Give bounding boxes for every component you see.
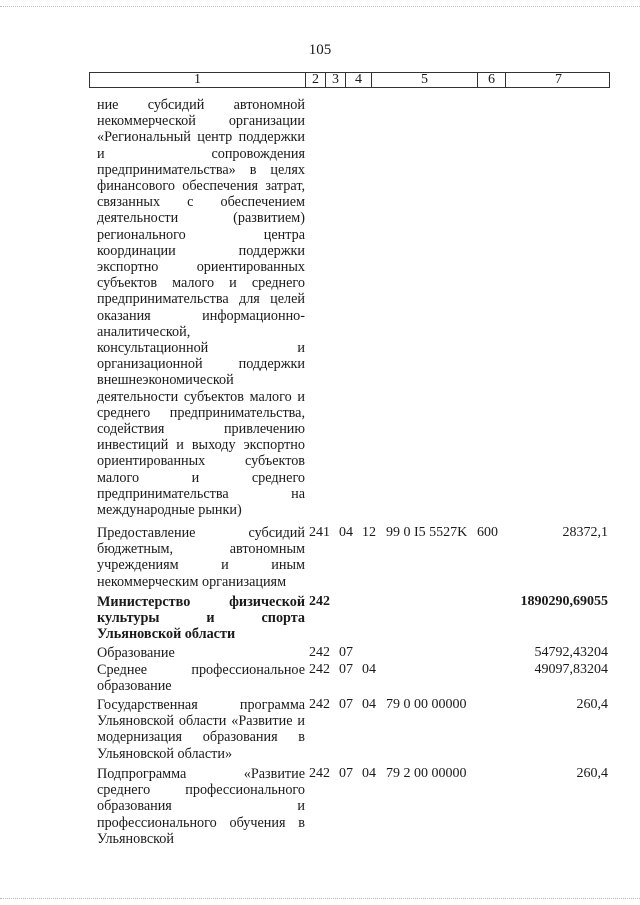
- header-col-4: 4: [346, 73, 372, 87]
- row-code-subsection: 04: [362, 766, 376, 781]
- header-col-2: 2: [306, 73, 326, 87]
- row-code-subsection: 04: [362, 662, 376, 677]
- row-name-state-program: Государственная программа Ульяновской области «Развитие и модернизация образования в Ульяновской области»: [97, 697, 305, 762]
- row-amount: 49097,83204: [534, 662, 608, 677]
- row-name-subprogram: Подпрограмма «Развитие среднего профессионального образования и профессионального обучения в Ульяновской: [97, 766, 305, 847]
- row-code-target: 79 2 00 00000: [386, 766, 467, 781]
- row-code-subsection: 12: [362, 525, 376, 540]
- scan-edge-top: [0, 6, 640, 7]
- table-header-row: [89, 72, 610, 88]
- row-code-ministry: 242: [309, 766, 330, 781]
- header-col-6: 6: [478, 73, 506, 87]
- row-name-ministry-sport: Министерство физической культуры и спорта Ульяновской области: [97, 594, 305, 643]
- row-code-ministry: 242: [309, 697, 330, 712]
- row-amount: 1890290,69055: [520, 594, 608, 609]
- row-code-section: 04: [339, 525, 353, 540]
- header-col-3: 3: [326, 73, 346, 87]
- row-code-expense-type: 600: [477, 525, 498, 540]
- row-amount: 28372,1: [562, 525, 608, 540]
- header-col-7: 7: [555, 72, 562, 87]
- row-name-subsidies: Предоставление субсидий бюджетным, автономным учреждениям и иным некоммерческим организациям: [97, 525, 305, 590]
- row-name-education: Образование: [97, 645, 175, 661]
- row-code-target: 99 0 I5 5527K: [386, 525, 468, 540]
- header-col-5: 5: [372, 73, 478, 87]
- row-code-section: 07: [339, 662, 353, 677]
- row-code-section: 07: [339, 766, 353, 781]
- row-code-ministry: 242: [309, 662, 330, 677]
- row-code-subsection: 04: [362, 697, 376, 712]
- row-code-section: 07: [339, 697, 353, 712]
- row-amount: 260,4: [576, 697, 608, 712]
- row-amount: 260,4: [576, 766, 608, 781]
- page-number: 105: [308, 42, 332, 58]
- row-code-section: 07: [339, 645, 353, 660]
- scan-edge-bottom: [0, 898, 640, 899]
- row-code-ministry: 242: [309, 645, 330, 660]
- row-amount: 54792,43204: [534, 645, 608, 660]
- row-code-ministry: 242: [309, 594, 330, 609]
- row-name-secondary-prof-education: Среднее профессиональное образование: [97, 662, 305, 695]
- header-col-1: 1: [90, 73, 306, 87]
- row-name-continuation: ние субсидий автономной некоммерческой организации «Региональный центр поддержки и сопровождения предпринимательства» в целях финансового обеспечения затрат, связанных с обеспечением деятельности (развитием) регионального центра координации поддержки экспортно ориентированных субъектов малого и среднего предпринимательства для целей оказания информационно-аналитической, консультационной и организационной поддержки внешнеэкономической деятельности субъектов малого и среднего предпринимательства, содействия привлечению инвестиций и выходу экспортно ориентированных субъектов малого и среднего предпринимательства на международные рынки): [97, 97, 305, 519]
- row-code-target: 79 0 00 00000: [386, 697, 467, 712]
- row-code-ministry: 241: [309, 525, 330, 540]
